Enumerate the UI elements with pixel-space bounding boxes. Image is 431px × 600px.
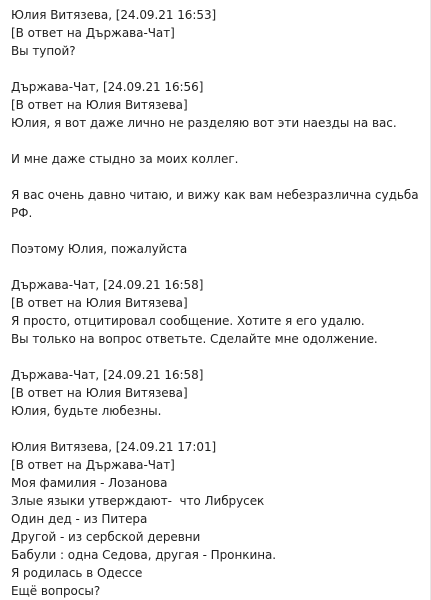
message-block — [11, 78, 425, 258]
reply-to-label: [В ответ на Юлия Витязева] — [11, 386, 188, 400]
message-text-line: РФ. — [11, 206, 33, 220]
reply-to-label: [В ответ на Юлия Витязева] — [11, 296, 188, 310]
blank-line — [11, 132, 425, 150]
blank-line — [11, 222, 425, 240]
reply-to-label: [В ответ на Юлия Витязева] — [11, 98, 188, 112]
message-text-line: Я родилась в Одессе — [11, 566, 143, 580]
message-separator — [11, 60, 425, 78]
message-separator — [11, 258, 425, 276]
message-header: Юлия Витязева, [24.09.21 16:53] — [11, 8, 217, 22]
message-header: Държава-Чат, [24.09.21 16:58] — [11, 368, 204, 382]
message-header: Държава-Чат, [24.09.21 16:58] — [11, 278, 204, 292]
message-text-line: Моя фамилия - Лозанова — [11, 476, 168, 490]
message-text-line: И мне даже стыдно за моих коллег. — [11, 152, 239, 166]
chat-log — [11, 6, 425, 600]
message-separator — [11, 348, 425, 366]
message-text-line: Юлия, я вот даже лично не разделяю вот эти наезды на вас. — [11, 116, 397, 130]
message-block — [11, 6, 425, 60]
message-text-line: Другой - из сербской деревни — [11, 530, 201, 544]
message-text-line: Вы тупой? — [11, 44, 76, 58]
message-text-line: Злые языки утверждают- что Либрусек — [11, 494, 265, 508]
message-text-line: Я просто, отцитировал сообщение. Хотите я его удалю. — [11, 314, 365, 328]
message-text-line: Вы только на вопрос ответьте. Сделайте мне одолжение. — [11, 332, 378, 346]
message-text-line: Поэтому Юлия, пожалуйста — [11, 242, 188, 256]
message-text-line: Ещё вопросы? — [11, 584, 101, 598]
reply-to-label: [В ответ на Държава-Чат] — [11, 458, 175, 472]
message-header: Държава-Чат, [24.09.21 16:56] — [11, 80, 204, 94]
message-text-line: Бабули : одна Седова, другая - Пронкина. — [11, 548, 277, 562]
message-text-line: Один дед - из Питера — [11, 512, 148, 526]
message-text-line: Юлия, будьте любезны. — [11, 404, 162, 418]
message-separator — [11, 420, 425, 438]
message-header: Юлия Витязева, [24.09.21 17:01] — [11, 440, 217, 454]
reply-to-label: [В ответ на Държава-Чат] — [11, 26, 175, 40]
message-block — [11, 366, 425, 420]
message-block — [11, 276, 425, 348]
message-text-line: Я вас очень давно читаю, и вижу как вам небезразлична судьба — [11, 188, 419, 202]
message-block — [11, 438, 425, 600]
blank-line — [11, 168, 425, 186]
